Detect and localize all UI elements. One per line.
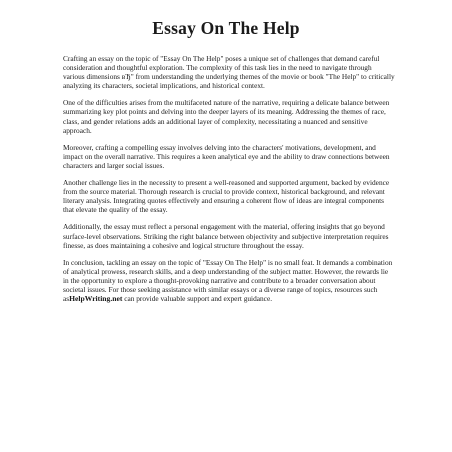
paragraph-1: Crafting an essay on the topic of "Essay On The Help" poses a unique set of challenges that demand careful consideration and thoughtful exploration. The complexity of this task lies in the need to navigate through various dimensions вЂ" from understanding the underlying themes of the movie or book "The Help" to critically analyzing its characters, societal implications, and historical context. (63, 54, 395, 91)
paragraph-5: Additionally, the essay must reflect a personal engagement with the material, offering insights that go beyond surface-level observations. Striking the right balance between objectivity and subjective interpretation requires finesse, as does maintaining a cohesive and logical structure throughout the essay. (63, 222, 389, 250)
conclusion-text-end: can provide valuable support and expert guidance. (122, 294, 273, 304)
document-title: Essay On The Help (152, 18, 300, 38)
conclusion-text: In conclusion, tackling an essay on the topic of "Essay On The Help" is no small feat. It demands a combination of analytical prowess, research skills, and a deep understanding of the subject matter. However, the rewards lie in the opportunity to explore a thought-provoking narrative and contribute to a broader conversation about societal issues. For those seeking assistance with similar essays or a diverse range of topics, resources such as (63, 257, 393, 304)
paragraph-conclusion (63, 258, 395, 303)
paragraph-2: One of the difficulties arises from the multifaceted nature of the narrative, requiring a delicate balance between summarizing key plot points and delving into the deeper layers of its meaning. Addressing the themes of race, class, and gender relations adds an additional layer of complexity, necessitating a nuanced and sensitive approach. (63, 98, 390, 135)
resource-link[interactable]: HelpWriting.net (69, 294, 123, 304)
paragraph-4: Another challenge lies in the necessity to present a well-reasoned and supported argument, backed by evidence from the source material. Thorough research is crucial to provide context, historical background, and relevant literary analysis. Integrating quotes effectively and ensuring a coherent flow of ideas are integral components that elevate the quality of the essay. (63, 178, 390, 215)
document-body (63, 54, 395, 311)
paragraph-3: Moreover, crafting a compelling essay involves delving into the characters' motivations, development, and impact on the overall narrative. This requires a keen analytical eye and the ability to draw connections between characters and larger social issues. (63, 142, 390, 170)
